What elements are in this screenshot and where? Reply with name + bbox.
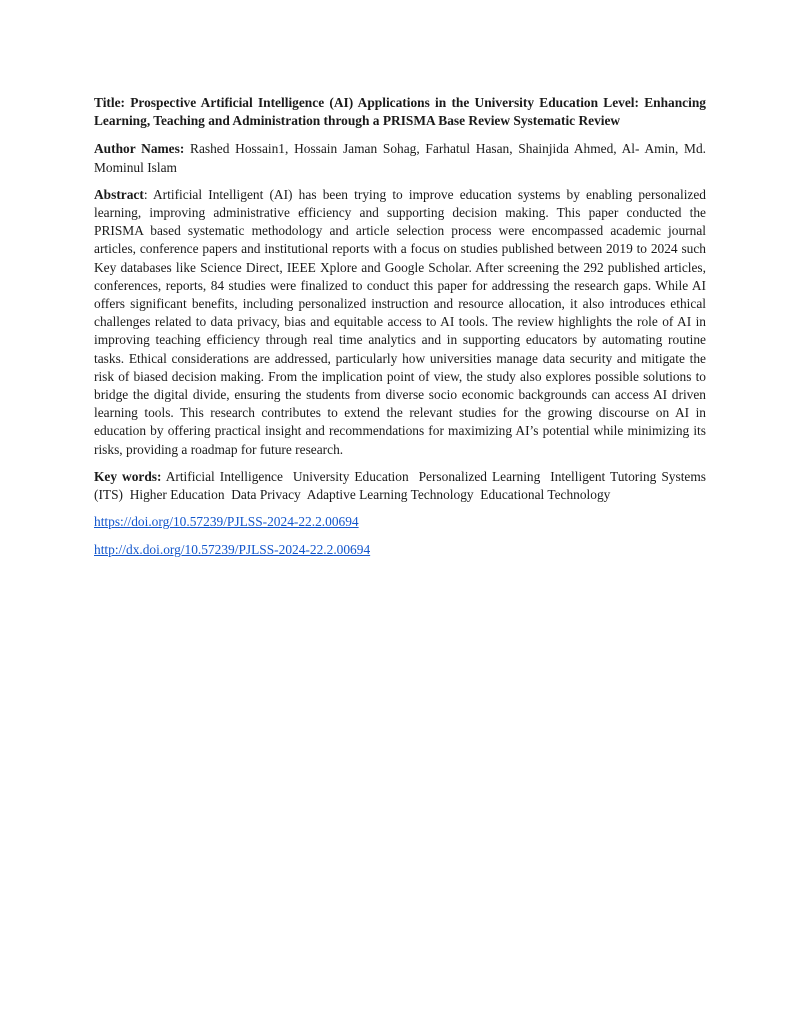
authors-paragraph (94, 140, 706, 176)
doi-http-link[interactable]: http://dx.doi.org/10.57239/PJLSS-2024-22.2.00694 (94, 542, 371, 558)
paper-title: Prospective Artificial Intelligence (AI) Applications in the University Education Level: Enhancing Learning, Teaching and Administration through a PRISMA Base Review Systematic Review (94, 95, 706, 129)
authors-label: Author Names: (94, 141, 185, 157)
keywords-paragraph (94, 468, 710, 504)
keywords-label: Key words: (94, 468, 162, 484)
keywords-text: Artificial Intelligence University Education Personalized Learning Intelligent Tutoring Systems (ITS) Higher Education Data Privacy Adaptive Learning Technology Educational Technology (94, 468, 710, 503)
abstract-paragraph (94, 186, 706, 459)
title-label: Title: (94, 95, 125, 110)
document-page (94, 94, 710, 570)
abstract-label: Abstract (94, 186, 144, 202)
abstract-separator: : (143, 186, 148, 202)
author-names: Rashed Hossain1, Hossain Jaman Sohag, Farhatul Hasan, Shainjida Ahmed, Al- Amin, Md. Mominul Islam (94, 141, 706, 175)
doi-https-link[interactable]: https://doi.org/10.57239/PJLSS-2024-22.2.00694 (94, 514, 359, 530)
title-paragraph (94, 94, 706, 130)
abstract-text: Artificial Intelligent (AI) has been trying to improve education systems by enabling personalized learning, improving administrative efficiency and supporting decision making. This paper conducted the PRISMA based systematic methodology and article selection process were encompassed academic journal articles, conference papers and institutional reports with a focus on studies published between 2019 to 2024 such Key databases like Science Direct, IEEE Xplore and Google Scholar. After screening the 292 published articles, conferences, reports, 84 studies were finalized to conduct this paper for addressing the research gaps. While AI offers significant benefits, including personalized instruction and resource allocation, it also introduces ethical challenges related to data privacy, bias and equitable access to AI tools. The review highlights the role of AI in improving teaching efficiency through real time analytics and in supporting educators by automating routine tasks. Ethical considerations are addressed, particularly how universities manage data security and mitigate the risk of biased decision making. From the implication point of view, the study also explores possible solutions to bridge the digital divide, ensuring the students from diverse socio economic backgrounds can access AI driven learning tools. This research contributes to extend the relevant studies for the growing discourse on AI in education by offering practical insight and recommendations for maximizing AI’s potential while minimizing its risks, providing a roadmap for future research. (94, 186, 707, 457)
